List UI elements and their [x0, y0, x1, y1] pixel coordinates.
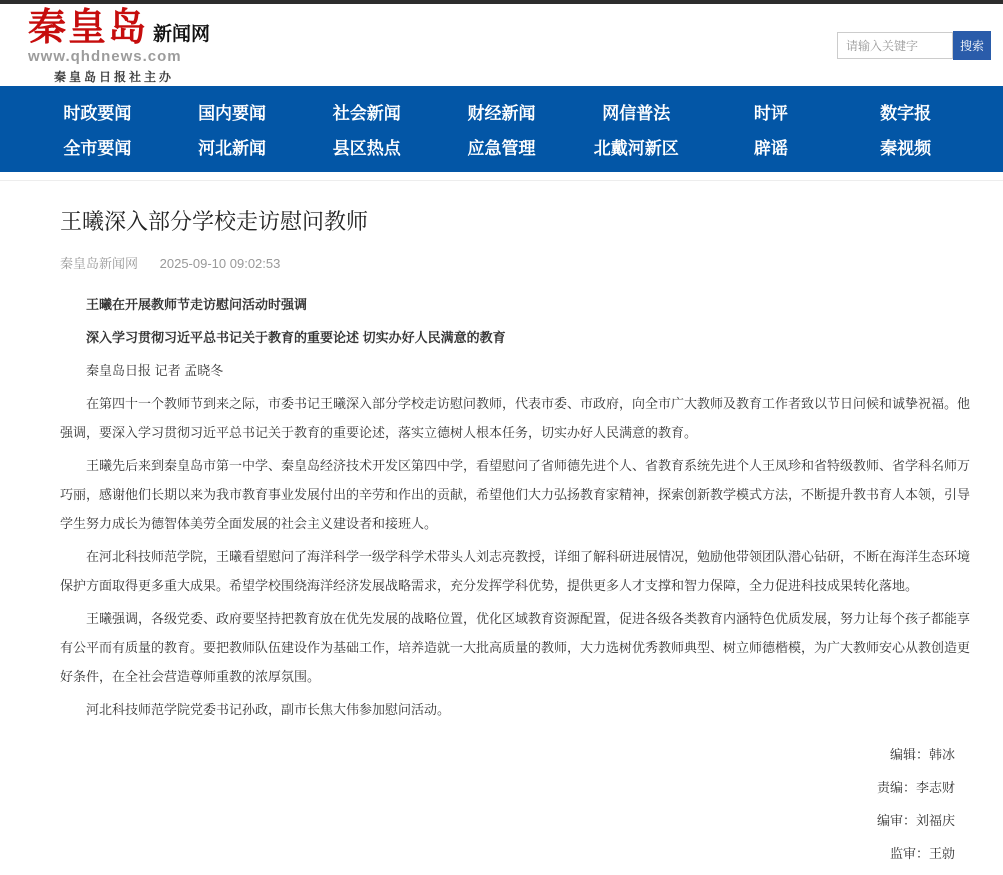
article-paragraph: 在第四十一个教师节到来之际，市委书记王曦深入部分学校走访慰问教师，代表市委、市政府，向全市广大教师及教育工作者致以节日问候和诚挚祝福。他强调，要深入学习贯彻习近平总书记关于教育的重要论述，落实立德树人根本任务，切实办好人民满意的教育。 — [60, 396, 971, 440]
article-paragraph: 在河北科技师范学院，王曦看望慰问了海洋科学一级学科学术带头人刘志亮教授，详细了解科研进展情况，勉励他带领团队潜心钻研，不断在海洋生态环境保护方面取得更多重大成果。希望学校围绕海洋经济发展战略需求，充分发挥学科优势，提供更多人才支撑和智力保障，全力促进科技成果转化落地。 — [60, 549, 971, 593]
nav-item-shiping[interactable]: 时评 — [753, 104, 788, 123]
article-emphasis-line: 王曦在开展教师节走访慰问活动时强调 — [86, 297, 308, 312]
nav-item-hebei-xinwen[interactable]: 河北新闻 — [198, 139, 267, 158]
credit-duty-editor: 责编：李志财 — [876, 780, 955, 795]
article-paragraph: 王曦强调，各级党委、政府要坚持把教育放在优先发展的战略位置，优化区域教育资源配置，促进各级各类教育内涵特色优质发展，努力让每个孩子都能享有公平而有质量的教育。要把教师队伍建设作为基础工作，培养造就一大批高质量的教师，大力选树优秀教师典型、树立师德楷模，为广大教师安心从教创造更好条件，在全社会营造尊师重教的浓厚氛围。 — [60, 611, 971, 684]
nav-item-piyao[interactable]: 辟谣 — [753, 139, 788, 158]
credit-supervisor: 监审：王勍 — [889, 846, 955, 861]
article-datetime: 2025-09-10 09:02:53 — [159, 256, 281, 271]
article-paragraph: 河北科技师范学院党委书记孙政，副市长焦大伟参加慰问活动。 — [86, 702, 451, 717]
nav-item-beidaihe-xinqu[interactable]: 北戴河新区 — [593, 139, 679, 158]
nav-item-qinshipin[interactable]: 秦视频 — [880, 139, 932, 158]
article-area — [0, 181, 1003, 870]
article-body — [60, 290, 975, 724]
logo-subtitle-text: 秦皇岛日报社主办 — [54, 70, 175, 84]
nav-item-quanshi-yaowen[interactable]: 全市要闻 — [63, 139, 132, 158]
credit-editor: 编辑：韩冰 — [889, 747, 955, 762]
article-emphasis-line: 深入学习贯彻习近平总书记关于教育的重要论述 切实办好人民满意的教育 — [86, 330, 506, 345]
nav-row-1 — [30, 94, 973, 129]
credit-reviewer: 编审：刘福庆 — [876, 813, 955, 828]
article-paragraph: 王曦先后来到秦皇岛市第一中学、秦皇岛经济技术开发区第四中学，看望慰问了省师德先进个人、省教育系统先进个人王凤珍和省特级教师、省学科名师万巧丽，感谢他们长期以来为我市教育事业发展付出的辛劳和作出的贡献，希望他们大力弘扬教育家精神，探索创新教学模式方法，不断提升教书育人本领，引导学生努力成长为德智体美劳全面发展的社会主义建设者和接班人。 — [60, 458, 971, 531]
nav-item-shehui-xinwen[interactable]: 社会新闻 — [332, 104, 401, 123]
article-meta — [60, 253, 975, 272]
search-input[interactable] — [837, 32, 953, 59]
article-source: 秦皇岛新闻网 — [60, 256, 139, 271]
nav-item-caijing-xinwen[interactable]: 财经新闻 — [467, 104, 536, 123]
nav-item-guonei-yaowen[interactable]: 国内要闻 — [198, 104, 267, 123]
search-button[interactable]: 搜索 — [953, 31, 991, 60]
site-header — [0, 4, 1003, 86]
editor-credits — [60, 738, 975, 870]
site-logo[interactable] — [28, 9, 210, 85]
logo-url-text: www.qhdnews.com — [28, 48, 182, 65]
article-byline: 秦皇岛日报 记者 孟晓冬 — [86, 363, 224, 378]
nav-item-shuzibao[interactable]: 数字报 — [880, 104, 932, 123]
nav-item-wangxin-pufa[interactable]: 网信普法 — [602, 104, 671, 123]
logo-suffix-text: 新闻网 — [153, 24, 211, 45]
nav-item-yingji-guanli[interactable]: 应急管理 — [467, 139, 536, 158]
main-navigation — [0, 86, 1003, 172]
nav-row-2 — [30, 129, 973, 164]
article-title: 王曦深入部分学校走访慰问教师 — [60, 209, 369, 234]
search-bar — [837, 31, 991, 60]
nav-item-xianqu-redian[interactable]: 县区热点 — [332, 139, 401, 158]
nav-item-shizheng-yaowen[interactable]: 时政要闻 — [63, 104, 132, 123]
logo-brand-text: 秦皇岛 — [28, 7, 149, 49]
